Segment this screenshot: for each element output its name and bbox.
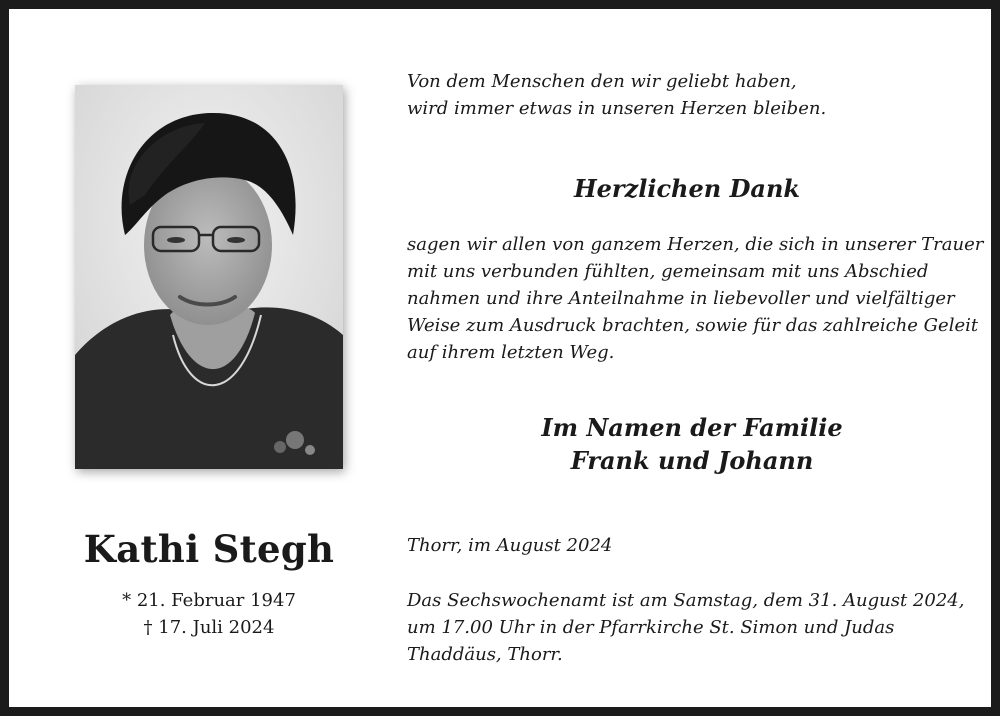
thanks-line: mit uns verbunden fühlten, gemeinsam mit uns Abschied [407, 261, 929, 282]
portrait-photo [75, 85, 343, 469]
family-line: Frank und Johann [570, 446, 814, 475]
deceased-name: Kathi Stegh [83, 527, 335, 571]
motto-quote [407, 68, 952, 122]
thanks-line: sagen wir allen von ganzem Herzen, die sich in unserer Trauer [407, 234, 984, 255]
notice-line: Thaddäus, Thorr. [407, 644, 563, 665]
motto-line: Von dem Menschen den wir geliebt haben, [407, 71, 797, 92]
life-dates [69, 587, 349, 641]
death-date: † 17. Juli 2024 [143, 617, 275, 638]
thanks-line: nahmen und ihre Anteilnahme in liebevoller und vielfältiger [407, 288, 955, 309]
birth-date: * 21. Februar 1947 [122, 590, 296, 611]
portrait-image [75, 85, 343, 469]
notice-line: um 17.00 Uhr in der Pfarrkirche St. Simon und Judas [407, 617, 895, 638]
motto-line: wird immer etwas in unseren Herzen bleiben. [407, 98, 827, 119]
thanks-line: Weise zum Ausdruck brachten, sowie für das zahlreiche Geleit [407, 315, 979, 336]
thanks-text [407, 231, 984, 366]
thanks-line: auf ihrem letzten Weg. [407, 342, 615, 363]
family-line: Im Namen der Familie [541, 413, 843, 442]
notice-line: Das Sechswochenamt ist am Samstag, dem 31. August 2024, [407, 590, 965, 611]
place-date: Thorr, im August 2024 [407, 535, 613, 556]
family-signature [407, 411, 977, 477]
mass-notice [407, 587, 965, 668]
thanks-heading: Herzlichen Dank [573, 174, 801, 203]
